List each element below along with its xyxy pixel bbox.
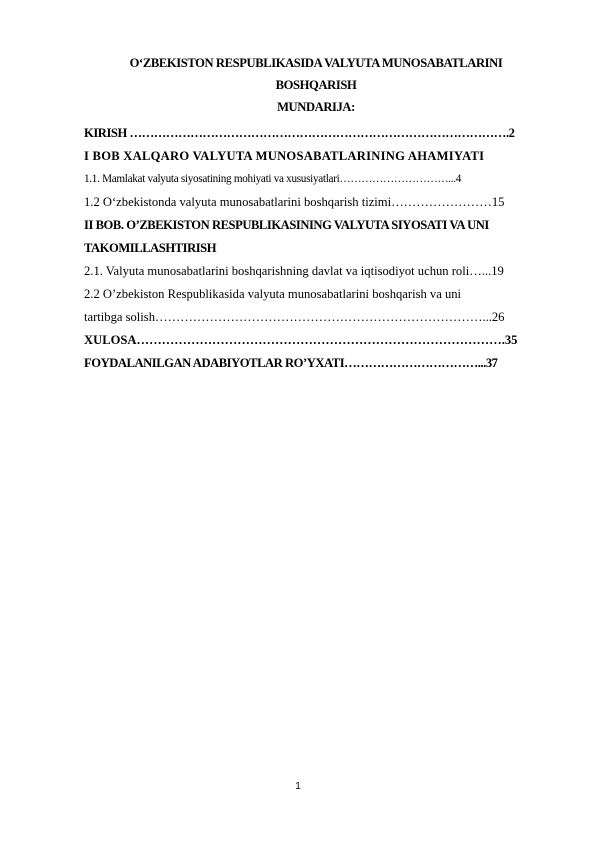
toc-entry-adabiyotlar: FOYDALANILGAN ADABIYOTLAR RO’YXATI……………………………...37 xyxy=(84,356,498,370)
toc-entry-1-1: 1.1. Mamlakat valyuta siyosatining mohiyati va xususiyatlari…………………………...4 xyxy=(84,173,462,185)
toc-entry-2-1: 2.1. Valyuta munosabatlarini boshqarishning davlat va iqtisodiyot uchun roli…...19 xyxy=(84,264,504,278)
toc-entry-2-2-cont: tartibga solish……………………………………………………………………...26 xyxy=(84,310,505,324)
toc-entry-chapter-1: I BOB XALQARO VALYUTA MUNOSABATLARINING AHAMIYATI xyxy=(84,149,485,163)
toc-entry-xulosa: XULOSA…………………………………………………………………………….35 xyxy=(84,333,518,347)
toc-heading: MUNDARIJA: xyxy=(277,100,355,114)
toc-entry-kirish: KIRISH ………………………………………………………………………………….2 xyxy=(84,126,515,140)
document-title-line2: BOSHQARISH xyxy=(275,78,357,92)
document-title-line1: O‘ZBEKISTON RESPUBLIKASIDA VALYUTA MUNOSABATLARINI xyxy=(129,56,503,70)
toc-entry-2-2: 2.2 O’zbekiston Respublikasida valyuta munosabatlarini boshqarish va uni xyxy=(84,287,462,301)
page-number: 1 xyxy=(295,781,301,792)
toc-entry-1-2: 1.2 O‘zbekistonda valyuta munosabatlarini boshqarish tizimi……………………15 xyxy=(84,195,505,209)
toc-entry-chapter-2-cont: TAKOMILLASHTIRISH xyxy=(84,241,217,255)
toc-entry-chapter-2: II BOB. O’ZBEKISTON RESPUBLIKASINING VALYUTA SIYOSATI VA UNI xyxy=(84,218,489,232)
